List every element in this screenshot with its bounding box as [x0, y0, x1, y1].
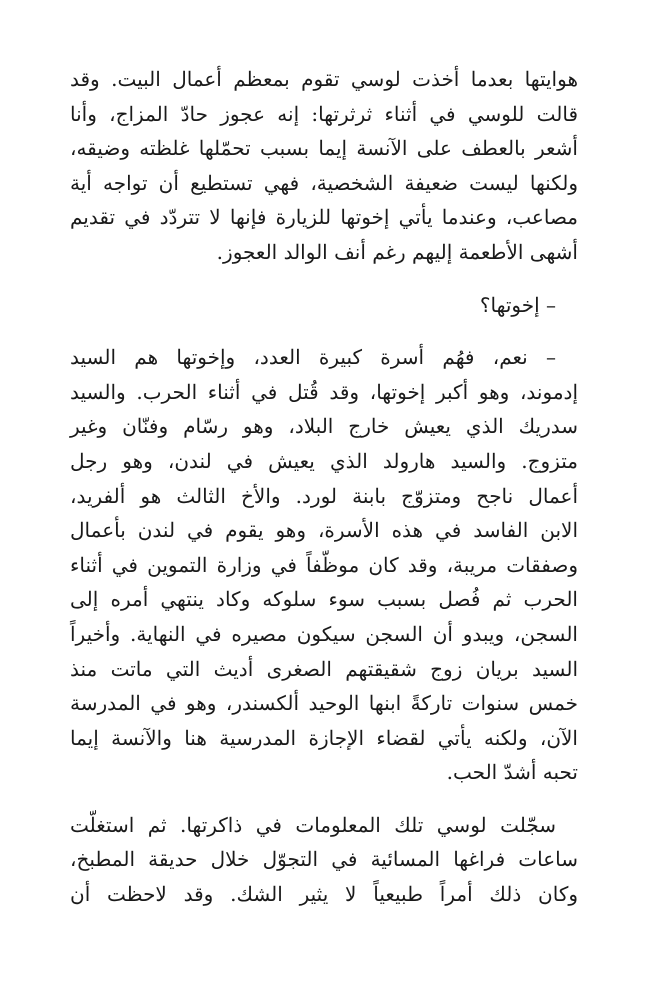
text-line: أعمال ناجح ومتزوّج بابنة لورد. والأخ الثالث هو ألفريد،	[70, 483, 578, 508]
paragraph-housekeeping	[70, 62, 578, 270]
text-line: – إخوتها؟	[479, 292, 556, 317]
text-line: السجن، ويبدو أن السجن سيكون مصيره في النهاية. وأخيراً	[70, 621, 578, 646]
text-line: قالت للوسي في أثناء ثرثرتها: إنه عجوز حادّ المزاج، وأنا	[70, 101, 578, 126]
text-line: إدموند، وهو أكبر إخوتها، وقد قُتل في أثناء الحرب. والسيد	[70, 379, 578, 404]
text-line: هوايتها بعدما أخذت لوسي تقوم بمعظم أعمال البيت. وقد	[70, 67, 578, 91]
text-line: أشعر بالعطف على الآنسة إيما بسبب تحمّلها غلظته وضيقه،	[70, 136, 578, 161]
text-line: الآن، ولكنه يأتي لقضاء الإجازة المدرسية هنا والآنسة إيما	[70, 725, 578, 750]
text-line: وكان ذلك أمراً طبيعياً لا يثير الشك. وقد لاحظت أن	[70, 882, 578, 907]
paragraph-lucy-memory	[70, 808, 578, 912]
text-line: مصاعب، وعندما يأتي إخوتها للزيارة فإنها لا تتردّد في تقديم	[70, 205, 578, 230]
text-line: أشهى الأطعمة إليهم رغم أنف الوالد العجوز.	[216, 239, 578, 264]
text-line: متزوج. والسيد هارولد الذي يعيش في لندن، وهو رجل	[70, 448, 578, 473]
text-line: سدريك الذي يعيش خارج البلاد، وهو رسّام وفنّان وغير	[70, 414, 578, 439]
text-line: الابن الفاسد في هذه الأسرة، وهو يقوم في لندن بأعمال	[70, 518, 578, 543]
text-line: سجّلت لوسي تلك المعلومات في ذاكرتها. ثم استغلّت	[70, 812, 556, 837]
text-line: وصفقات مريبة، وقد كان موظّفاً في وزارة التموين في أثناء	[70, 552, 578, 577]
text-line: الحرب ثم فُصل بسبب سوء سلوكه وكاد ينتهي أمره إلى	[70, 587, 578, 612]
text-line: – نعم، فهُم أسرة كبيرة العدد، وإخوتها هم السيد	[70, 345, 556, 370]
text-line: خمس سنوات تاركةً ابنها الوحيد ألكسندر، وهو في المدرسة	[70, 691, 578, 716]
text-line: السيد بريان زوج شقيقتهم الصغرى أديث التي ماتت منذ	[70, 656, 578, 681]
text-line: ساعات فراغها المسائية في التجوّل خلال حديقة المطبخ،	[70, 847, 578, 872]
paragraph-dialogue-question	[70, 288, 578, 323]
book-page	[70, 62, 578, 912]
paragraph-dialogue-answer	[70, 340, 578, 790]
text-line: ولكنها ليست ضعيفة الشخصية، فهي تستطيع أن تواجه أية	[70, 170, 578, 195]
text-line: تحبه أشدّ الحب.	[446, 760, 578, 785]
